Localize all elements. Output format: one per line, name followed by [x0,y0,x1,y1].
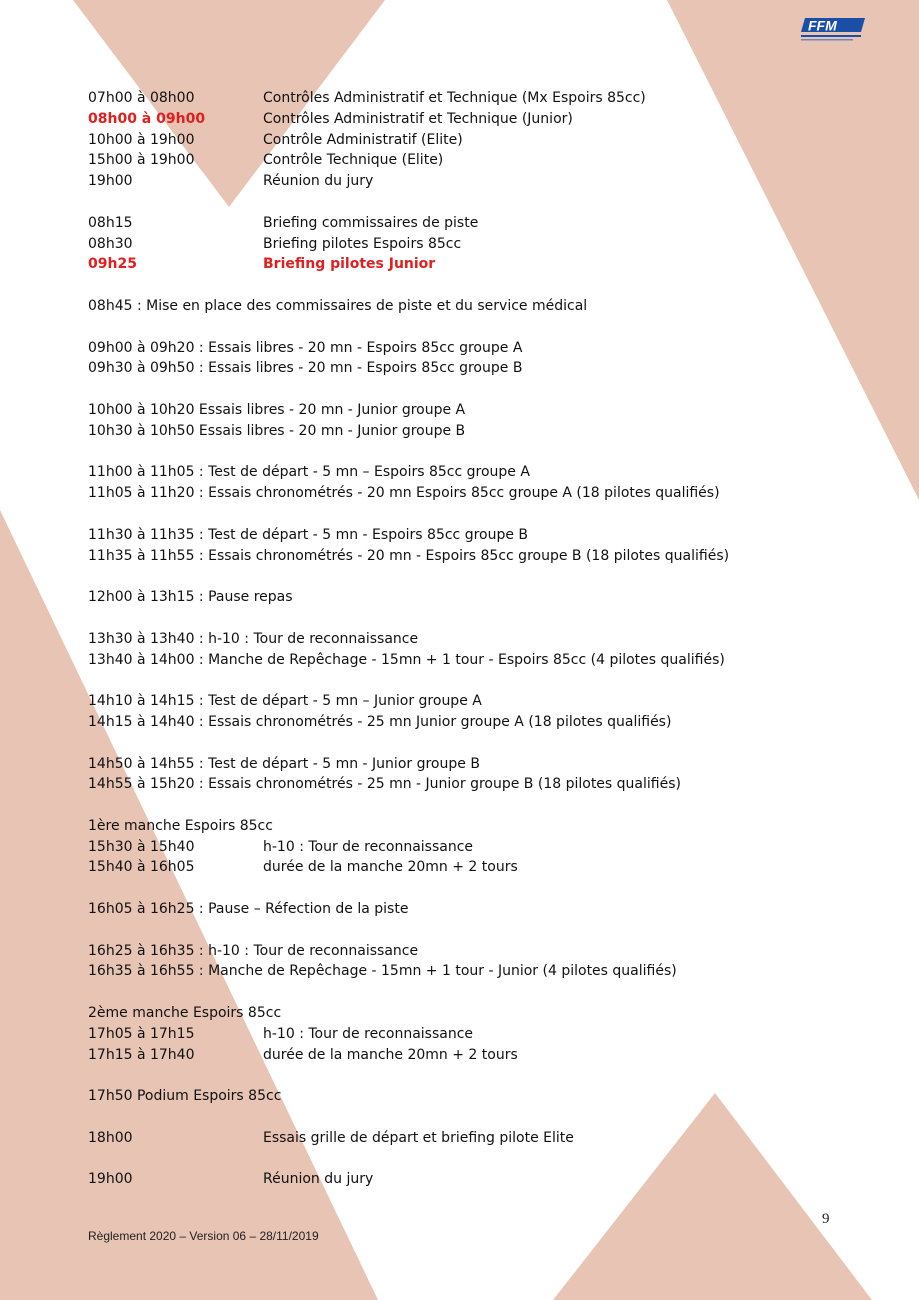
paragraph-line: 11h00 à 11h05 : Test de départ - 5 mn – Espoirs 85cc groupe A [88,464,530,481]
schedule-row [88,857,828,878]
schedule-row [88,130,828,151]
paragraph-line: 11h05 à 11h20 : Essais chronométrés - 20 mn Espoirs 85cc groupe A (18 pilotes qualifiés) [88,485,720,502]
row-time: 15h30 à 15h40 [88,838,195,855]
row-time: 15h40 à 16h05 [88,859,195,876]
paragraph-line: 16h05 à 16h25 : Pause – Réfection de la piste [88,901,409,918]
schedule-row [88,1169,828,1190]
row-time: 15h00 à 19h00 [88,152,195,169]
paragraph-line: 13h30 à 13h40 : h-10 : Tour de reconnaissance [88,630,419,647]
row-desc: durée de la manche 20mn + 2 tours [263,859,518,876]
section-title: 1ère manche Espoirs 85cc [88,817,273,834]
row-desc: durée de la manche 20mn + 2 tours [263,1046,518,1063]
row-desc: Essais grille de départ et briefing pilote Elite [263,1129,574,1146]
paragraph-line: 16h25 à 16h35 : h-10 : Tour de reconnaissance [88,942,419,959]
row-time: 19h00 [88,173,133,190]
schedule-content [88,88,828,1190]
row-desc: Briefing commissaires de piste [263,214,479,231]
row-desc: h-10 : Tour de reconnaissance [263,1025,474,1042]
paragraph-line: 16h35 à 16h55 : Manche de Repêchage - 15mn + 1 tour - Junior (4 pilotes qualifiés) [88,963,677,980]
row-desc: Contrôle Administratif (Elite) [263,131,463,148]
row-desc: Contrôles Administratif et Technique (Junior) [263,110,573,127]
paragraph-line: 13h40 à 14h00 : Manche de Repêchage - 15mn + 1 tour - Espoirs 85cc (4 pilotes qualifiés) [88,651,725,668]
row-time: 07h00 à 08h00 [88,90,195,106]
schedule-row [88,109,828,130]
paragraph-line: 08h45 : Mise en place des commissaires de piste et du service médical [88,297,588,314]
paragraph-line: 17h50 Podium Espoirs 85cc [88,1088,282,1105]
row-desc: Contrôles Administratif et Technique (Mx Espoirs 85cc) [263,90,646,106]
paragraph-line: 11h35 à 11h55 : Essais chronométrés - 20 mn - Espoirs 85cc groupe B (18 pilotes qualifiés) [88,547,730,564]
row-desc: Réunion du jury [263,173,374,190]
schedule-row [88,1024,828,1045]
row-time: 17h15 à 17h40 [88,1046,195,1063]
schedule-row [88,1045,828,1066]
row-time: 18h00 [88,1129,133,1146]
schedule-row [88,234,828,255]
paragraph-line: 14h10 à 14h15 : Test de départ - 5 mn – Junior groupe A [88,693,482,710]
row-time: 10h00 à 19h00 [88,131,195,148]
row-time: 17h05 à 17h15 [88,1025,195,1042]
schedule-row [88,171,828,192]
row-time-highlighted: 08h00 à 09h00 [88,110,206,127]
paragraph-line: 12h00 à 13h15 : Pause repas [88,589,293,606]
section-title: 2ème manche Espoirs 85cc [88,1005,282,1022]
row-desc: Réunion du jury [263,1171,374,1188]
paragraph-line: 10h30 à 10h50 Essais libres - 20 mn - Junior groupe B [88,422,466,439]
row-desc-highlighted: Briefing pilotes Junior [263,256,436,273]
footer-text: Règlement 2020 – Version 06 – 28/11/2019 [88,1229,319,1243]
schedule-row [88,150,828,171]
row-desc: Contrôle Technique (Elite) [263,152,444,169]
schedule-row [88,88,828,109]
paragraph-line: 11h30 à 11h35 : Test de départ - 5 mn - Espoirs 85cc groupe B [88,526,529,543]
paragraph-line: 09h30 à 09h50 : Essais libres - 20 mn - Espoirs 85cc groupe B [88,360,523,377]
row-desc: h-10 : Tour de reconnaissance [263,838,474,855]
paragraph-line: 14h55 à 15h20 : Essais chronométrés - 25 mn - Junior groupe B (18 pilotes qualifiés) [88,776,681,793]
schedule-row [88,1128,828,1149]
ffm-logo [799,14,867,44]
row-time: 08h15 [88,214,133,231]
paragraph-line: 14h50 à 14h55 : Test de départ - 5 mn - Junior groupe B [88,755,480,772]
page-number: 9 [822,1211,830,1227]
schedule-row [88,254,828,275]
svg-text:FFM: FFM [808,17,837,34]
paragraph-line: 14h15 à 14h40 : Essais chronométrés - 25 mn Junior groupe A (18 pilotes qualifiés) [88,713,672,730]
paragraph-line: 10h00 à 10h20 Essais libres - 20 mn - Junior groupe A [88,401,466,418]
schedule-row [88,837,828,858]
row-time-highlighted: 09h25 [88,256,137,273]
schedule-row [88,213,828,234]
paragraph-line: 09h00 à 09h20 : Essais libres - 20 mn - Espoirs 85cc groupe A [88,339,523,356]
row-time: 19h00 [88,1171,133,1188]
row-desc: Briefing pilotes Espoirs 85cc [263,235,462,252]
row-time: 08h30 [88,235,133,252]
